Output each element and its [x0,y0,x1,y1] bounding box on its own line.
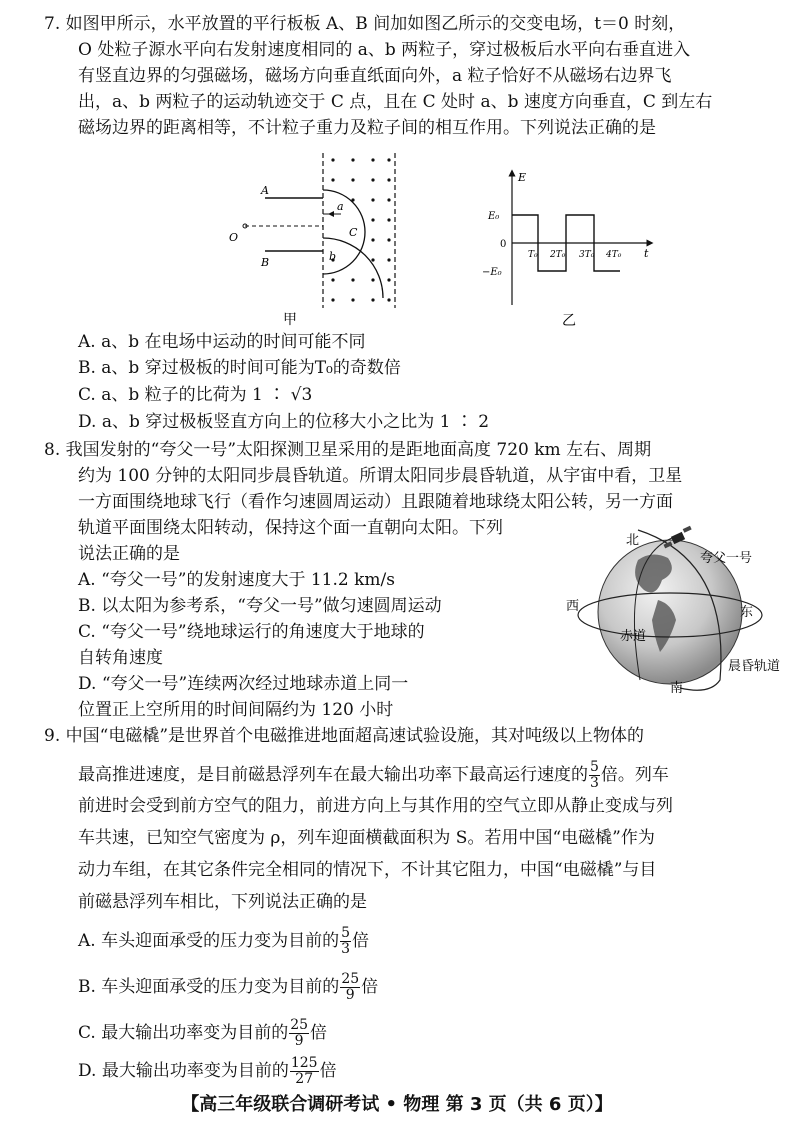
label-particle-b: b [329,250,337,263]
page-footer: 【高三年级联合调研考试 • 物理 第 3 页（共 6 页）】 [181,1094,613,1115]
q8-option-b: B. 以太阳为参考系，“夸父一号”做匀速圆周运动 [78,596,442,616]
q9-line-3: 前进时会受到前方空气的阻力，前进方向上与其作用的空气立即从静止变成与列 [78,796,673,816]
q9-option-b [78,972,378,1003]
q9-option-b-text: B. 车头迎面承受的压力变为目前的 [78,977,340,997]
label-north: 北 [626,533,640,548]
q8-line-2: 约为 100 分钟的太阳同步晨昏轨道。所谓太阳同步晨昏轨道，从宇宙中看，卫星 [78,466,683,486]
q9-line-5: 动力车组，在其它条件完全相同的情况下，不计其它阻力，中国“电磁橇”与目 [78,860,657,880]
q9-frac-den: 3 [590,775,599,791]
frac-den: 9 [345,987,355,1003]
q7-line-4: 出，a、b 两粒子的运动轨迹交于 C 点，且在 C 处时 a、b 速度方向垂直，C 到左右 [78,92,713,112]
q8-option-d: D. “夸父一号”连续两次经过地球赤道上同一 [78,674,409,694]
yi-tick-1: T₀ [528,250,538,260]
q9-option-a [78,926,369,957]
q9-option-c-post: 倍 [310,1023,328,1043]
q8-option-c-cont: 自转角速度 [78,648,163,668]
frac-num: 5 [341,925,351,941]
yi-e0-label: E₀ [488,211,500,222]
q7-line-5: 磁场边界的距离相等，不计粒子重力及粒子间的相互作用。下列说法正确的是 [78,118,656,138]
label-particle-a: a [337,200,344,213]
label-south: 南 [670,681,684,695]
q9-option-b-frac [340,972,360,1003]
q9-line-6: 前磁悬浮列车相比，下列说法正确的是 [78,892,367,912]
q8-line-3: 一方面围绕地球飞行（看作匀速圆周运动）且跟随着地球绕太阳公转，另一方面 [78,492,673,512]
label-o: O [229,231,239,244]
caption-yi: 乙 [562,313,576,329]
yi-tick-2: 2T₀ [550,250,566,260]
label-satellite: 夸父一号 [700,551,753,566]
q9-line-4: 车共速，已知空气密度为 ρ，列车迎面横截面积为 S。若用中国“电磁橇”作为 [78,828,655,848]
frac-den: 27 [295,1071,314,1087]
yi-neg-e0-label: −E₀ [482,267,502,278]
caption-jia: 甲 [283,312,297,328]
label-east: 东 [740,605,754,620]
q8-option-a: A. “夸父一号”的发射速度大于 11.2 km/s [78,570,395,590]
q9-option-d-frac [290,1056,319,1087]
q7-line-2: O 处粒子源水平向右发射速度相同的 a、b 两粒子，穿过极板后水平向右垂直进入 [78,40,691,60]
yi-tick-4: 4T₀ [606,250,622,260]
q9-line-2 [78,760,669,791]
q9-line-2-pre: 最高推进速度，是目前磁悬浮列车在最大输出功率下最高运行速度的 [78,765,588,785]
q7-option-a: A. a、b 在电场中运动的时间可能不同 [78,332,366,352]
q9-option-c [78,1018,327,1049]
frac-den: 3 [341,941,351,957]
q9-frac-num: 5 [590,759,599,775]
label-plate-a: A [261,184,269,197]
label-orbit: 晨昏轨道 [728,659,781,674]
label-equator: 赤道 [620,629,647,644]
q7-option-c: C. a、b 粒子的比荷为 1 ∶ √3 [78,385,313,405]
q9-option-d [78,1056,337,1087]
yi-e-label: E [518,171,527,184]
frac-den: 9 [294,1033,304,1049]
frac-num: 25 [290,1017,309,1033]
q8-line-4: 轨道平面围绕太阳转动，保持这个面一直朝向太阳。下列 [78,518,503,538]
label-plate-b: B [261,256,270,269]
q8-option-d-cont: 位置正上空所用的时间间隔约为 120 小时 [78,700,394,720]
q7-option-d: D. a、b 穿过极板竖直方向上的位移大小之比为 1 ∶ 2 [78,412,490,432]
label-c: C [349,226,358,239]
figure-yi [478,165,668,330]
q8-line-5: 说法正确的是 [78,544,180,564]
q9-fraction [589,760,600,791]
frac-num: 25 [341,971,360,987]
q9-option-c-frac [289,1018,309,1049]
yi-zero-label: 0 [500,239,507,250]
q9-option-a-post: 倍 [352,931,370,951]
figure-jia [225,148,400,328]
q9-option-b-post: 倍 [361,977,379,997]
yi-tick-3: 3T₀ [579,250,595,260]
q7-line-1: 7. 如图甲所示，水平放置的平行板板 A、B 间加如图乙所示的交变电场，t＝0 时刻， [44,14,686,34]
q9-option-d-post: 倍 [319,1061,337,1081]
q9-option-c-text: C. 最大输出功率变为目前的 [78,1023,289,1043]
q9-option-d-text: D. 最大输出功率变为目前的 [78,1061,289,1081]
label-west: 西 [566,599,580,614]
q9-option-a-frac [340,926,351,957]
q9-option-a-text: A. 车头迎面承受的压力变为目前的 [78,931,340,951]
q7-line-3: 有竖直边界的匀强磁场，磁场方向垂直纸面向外，a 粒子恰好不从磁场右边界飞 [78,66,672,86]
q9-line-2-post: 倍。列车 [600,765,669,785]
q9-line-1: 9. 中国“电磁橇”是世界首个电磁推进地面超高速试验设施，其对吨级以上物体的 [44,726,645,746]
yi-t-label: t [644,247,649,260]
q8-line-1: 8. 我国发射的“夸父一号”太阳探测卫星采用的是距地面高度 720 km 左右、周期 [44,440,652,460]
earth-orbit-figure [560,520,790,695]
frac-num: 125 [290,1055,318,1071]
q7-option-b: B. a、b 穿过极板的时间可能为T₀的奇数倍 [78,358,401,378]
q8-option-c: C. “夸父一号”绕地球运行的角速度大于地球的 [78,622,425,642]
